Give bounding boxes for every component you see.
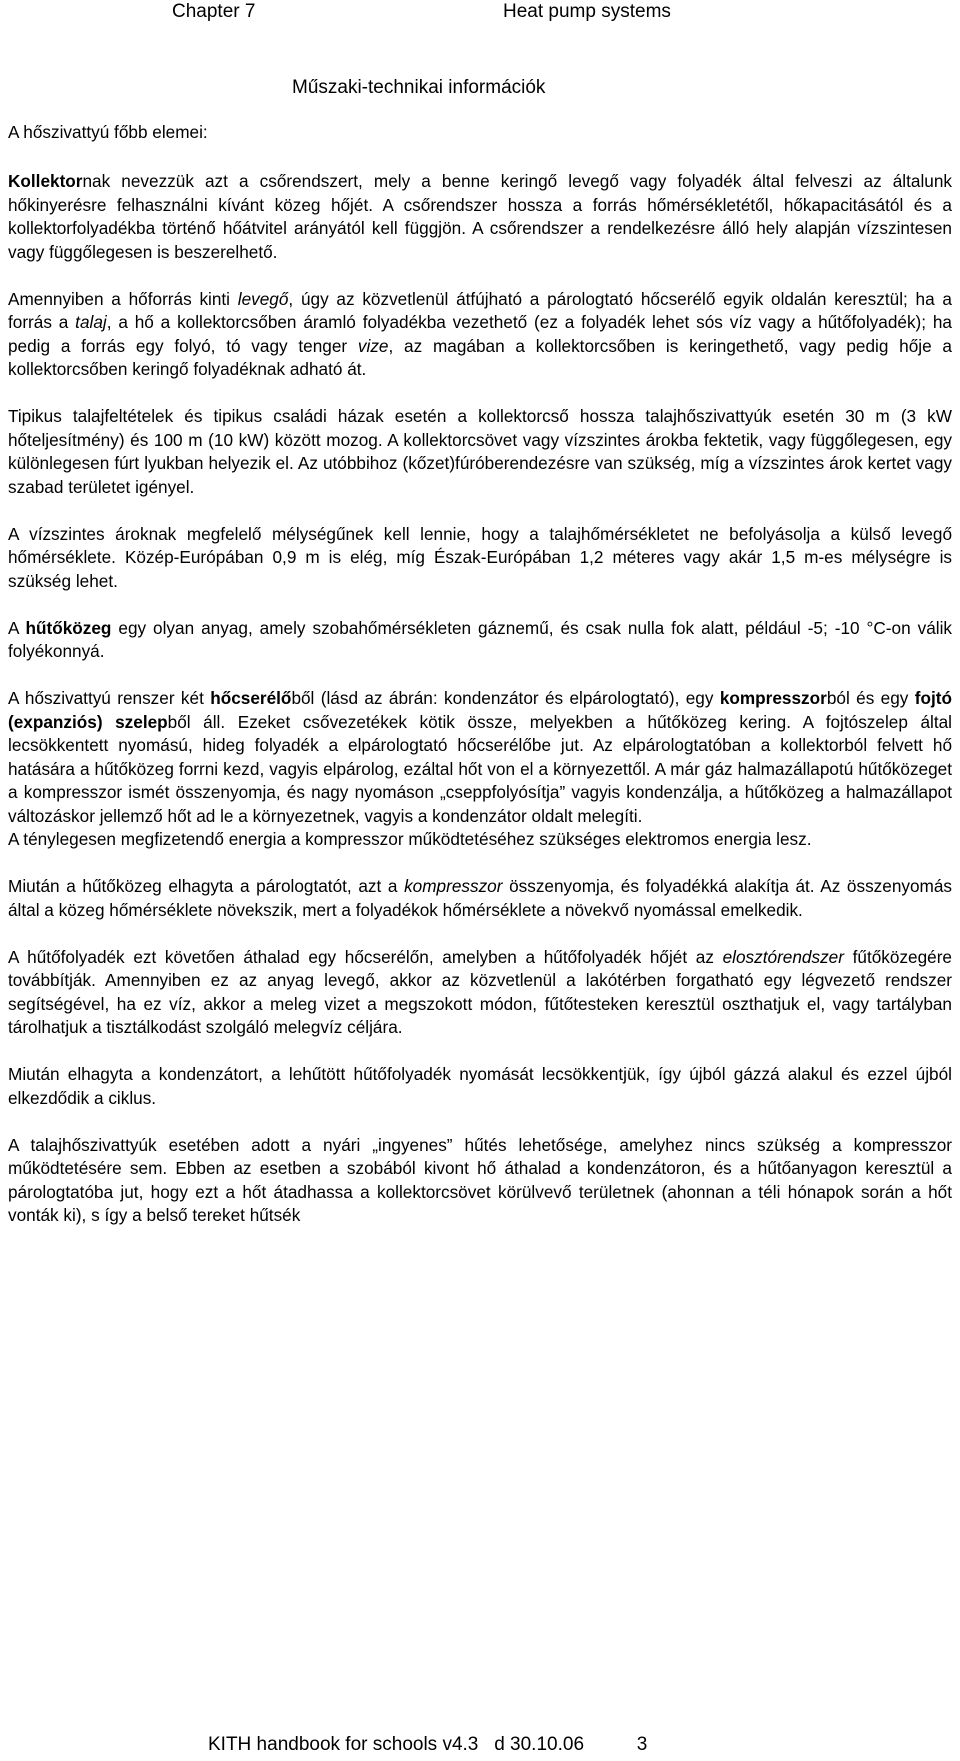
term-compressor: kompresszor [719, 688, 827, 708]
page-footer: KITH handbook for schools v4.3 d 30.10.06 3 [208, 1734, 648, 1755]
term-heat-exchanger: hőcserélő [210, 688, 292, 708]
text-span: Amennyiben a hőforrás kinti [8, 288, 238, 309]
paragraph-collector [8, 170, 952, 264]
paragraph-system-components [8, 687, 952, 828]
text-span: Miután a hűtőközeg elhagyta a párologtatót, azt a [8, 876, 405, 896]
text-span: A hűtőfolyadék ezt követően áthalad egy hőcserélőn, amelyben a hűtőfolyadék hőjét az [8, 946, 723, 967]
text-span: ből áll. Ezeket csővezetékek kötik össze, melyekben a hűtőközeg kering. A fojtószelep által lecsökkentett nyomású, hideg folyadék a elpárologtató hőcserélőbe jut. Az elpárologtatóban a kollektorból felvett hő hatására a hűtőközeg forrni kezd, vagyis elpárolog, ezáltal hőt von el a környezettől. A már gáz halmazállapotú hűtőközeget a kompresszor ismét összenyomja, és nagy nyomáson „cseppfolyósítja” vagyis kondenzálja, a hűtőközeg a halmazállapot változáskor jellemző hőt ad le a környezetnek, vagyis a kondenzátor oldalt melegíti. [8, 711, 952, 826]
body-text [8, 170, 952, 1251]
text-span: fűtőközegére továbbítják. Amennyiben ez az anyag levegő, akkor az közvetlenül a lakótérben forgatható egy légvezető rendszer segítségével, ha ez víz, akkor a meleg vizet a megszokott módon, fűtőtesteken keresztül oszthatjuk el, vagy tartályban tárolhatjuk a tisztálkodást szolgáló melegvíz céljára. [8, 946, 952, 1037]
term-water: vize [357, 335, 389, 356]
paragraph-free-cooling: A talajhőszivattyúk esetében adott a nyári „ingyenes” hűtés lehetősége, amelyhez nincs szükség a kompresszor működtetésére sem. Ebben az esetben a szobából kivont hő áthalad a kondenzátoron, és a hűtőanyagon keresztül a párologtatóba jut, hogy ezt a hőt átadhassa a kollektorcsövet körülvevő területnek (ahonnan a téli hónapok során a hőt vonták ki), s így a belső tereket hűtsék [8, 1134, 952, 1225]
chapter-label: Chapter 7 [172, 1, 256, 22]
paragraph-energy-cost: A ténylegesen megfizetendő energia a kompresszor működtetéséhez szükséges elektromos energia lesz. [8, 829, 812, 849]
paragraph-heat-source [8, 288, 952, 382]
term-air: levegő [237, 288, 289, 309]
section-heading: A hőszivattyú főbb elemei: [8, 122, 208, 142]
term-compressor-italic: kompresszor [404, 876, 503, 896]
text-span: A [8, 617, 26, 638]
text-span: nak nevezzük azt a csőrendszert, mely a benne keringő levegő vagy folyadék által felveszi az általunk hőkinyerésre felhasználni kívánt közeg hőjét. A csőrendszer hossza a forrás hőmérsékletétől, hőkapacitásától és a kollektorfolyadékba történő hőátvitel arányától kell függjön. A csőrendszer a rendelkezésre álló hely alapján vízszintesen vagy függőlegesen is beszerelhető. [8, 171, 952, 262]
paragraph-distribution [8, 946, 952, 1040]
term-ground: talaj [75, 312, 107, 332]
text-span: , úgy az közvetlenül átfújható a párologtató hőcserélő egyik oldalán keresztül; ha a forrás a [8, 288, 952, 332]
paragraph-collector-length: Tipikus talajfeltételek és tipikus családi házak esetén a kollektorcső hossza talajhőszivattyúk esetén 30 m (3 kW hőteljesítmény) és 100 m (10 kW) között mozog. A kollektorcsövet vagy vízszintes árokba fektetik, vagy függőlegesen, egy különlegesen fúrt lyukban helyezik el. Az utóbbihoz (kőzet)fúróberendezésre van szükség, míg a vízszintes árok kertet vagy szabad területet igényel. [8, 406, 952, 497]
text-span: , a hő a kollektorcsőben áramló folyadékba vezethető (ez a folyadék lehet sós víz vagy a hűtőfolyadék); ha pedig a forrás egy folyó, tó vagy tenger [8, 312, 952, 356]
text-span: , az magában a kollektorcsőben is keringethető, vagy pedig hője a kollektorcsőben keringő folyadéknak adható át. [8, 335, 952, 379]
text-span: A hőszivattyú renszer két [8, 688, 211, 708]
chapter-title: Heat pump systems [503, 1, 671, 22]
paragraph-compression [8, 875, 952, 922]
paragraph-cycle: Miután elhagyta a kondenzátort, a lehűtött hűtőfolyadék nyomását lecsökkentjük, így újból gázzá alakul és ezzel újból elkezdődik a ciklus. [8, 1064, 952, 1108]
text-span: egy olyan anyag, amely szobahőmérsékleten gáznemű, és csak nulla fok alatt, például -5; -10 °C-on válik folyékonnyá. [8, 617, 952, 661]
term-expansion-valve: fojtó (expanziós) szelep [8, 688, 952, 732]
paragraph-refrigerant [8, 617, 952, 664]
paragraph-trench-depth: A vízszintes ároknak megfelelő mélységűnek kell lennie, hogy a talajhőmérsékletet ne befolyásolja a külső levegő hőmérséklete. Közép-Európában 0,9 m is elég, míg Észak-Európában 1,2 méteres vagy akár 1,5 m-es mélységre is szükség lehet. [8, 523, 952, 591]
term-distribution-system: elosztórendszer [722, 946, 844, 967]
term-refrigerant: hűtőközeg [25, 617, 112, 638]
text-span: összenyomja, és folyadékká alakítja át. Az összenyomás által a közeg hőmérséklete növekszik, mert a folyadékok hőmérséklete a növekvő nyomással emelkedik. [8, 876, 953, 920]
text-span: ből (lásd az ábrán: kondenzátor és elpárologtató), egy [291, 688, 720, 708]
text-span: ból és egy [826, 688, 915, 708]
section-subtitle: Műszaki-technikai információk [292, 77, 546, 98]
term-collector: Kollektor [8, 171, 83, 191]
